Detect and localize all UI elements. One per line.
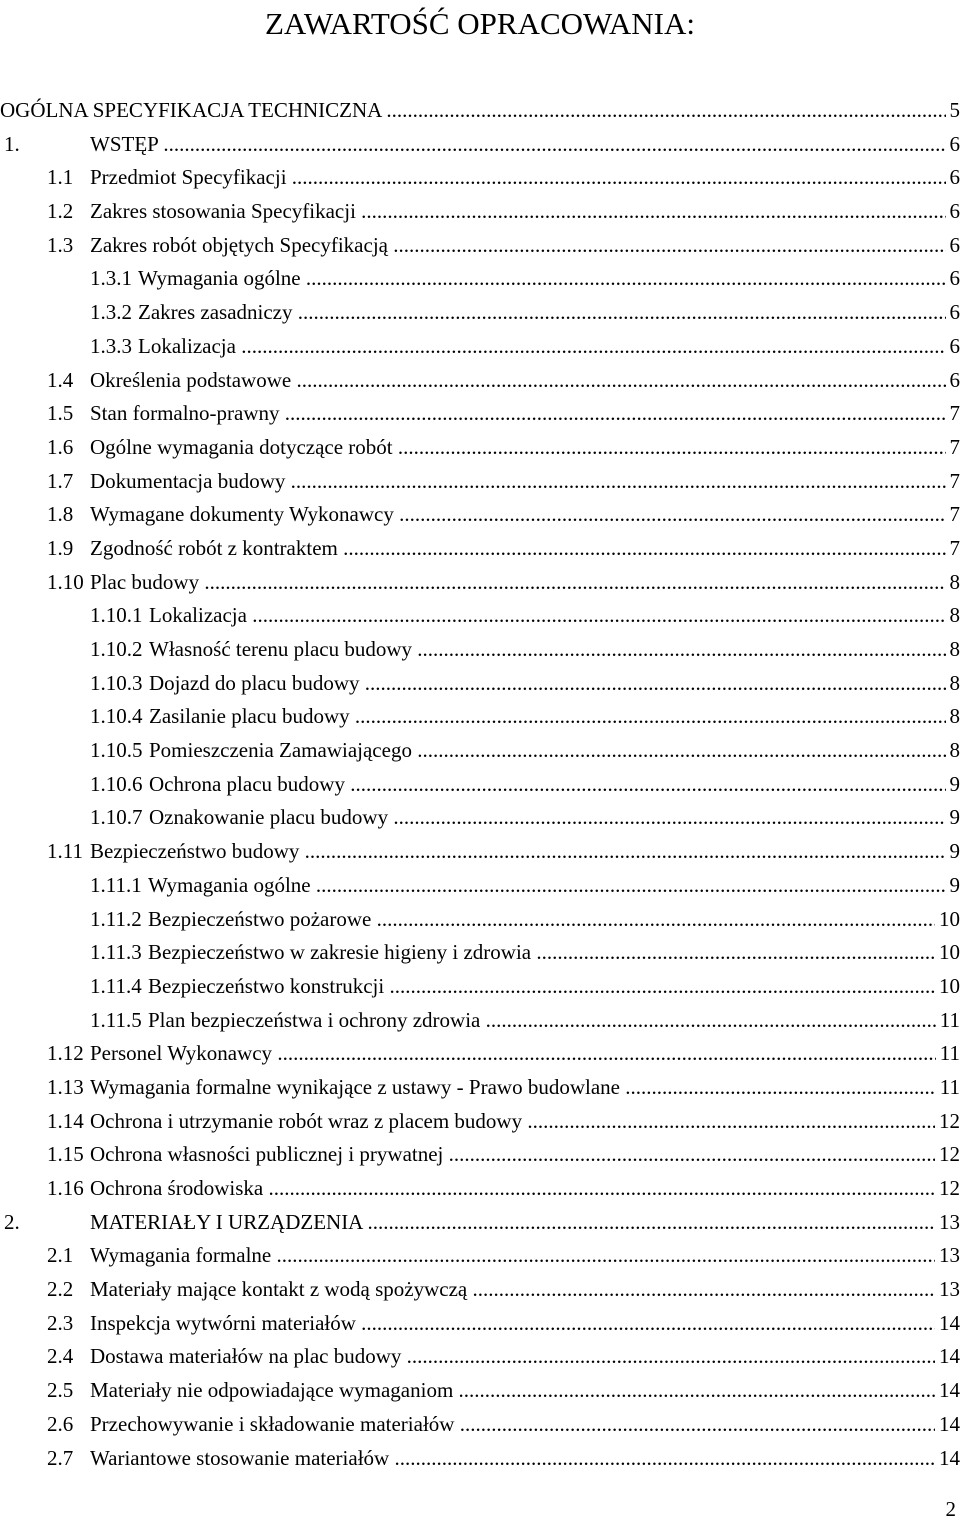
toc-entry-number: 2.2 — [47, 1277, 74, 1302]
toc-entry-number: 1.11.3 — [90, 940, 142, 965]
toc-entry-number: 1.10.3 — [90, 670, 143, 695]
toc-entry-number: 1.10.1 — [90, 603, 143, 628]
toc-entry[interactable] — [0, 1374, 960, 1408]
toc-entry-number: 1.3 — [47, 232, 74, 257]
toc-entry-number: 2.4 — [47, 1344, 74, 1369]
toc-entry[interactable] — [0, 869, 960, 903]
toc-entry-title: Ochrona własności publicznej i prywatnej ..... — [90, 1138, 960, 1172]
toc-entry-page: 9 — [946, 768, 960, 802]
toc-entry-page: 12 — [935, 1138, 960, 1172]
toc-entry-title: Przedmiot Specyfikacji ..... — [90, 161, 960, 195]
toc-entry-title: Materiały nie odpowiadające wymaganiom ..... — [90, 1374, 960, 1408]
toc-entry-title: Określenia podstawowe ..... — [90, 364, 960, 398]
toc-entry-title: Własność terenu placu budowy ..... — [149, 633, 960, 667]
toc-entry-title: Ochrona środowiska ..... — [90, 1172, 960, 1206]
toc-entry-title: Plan bezpieczeństwa i ochrony zdrowia ..... — [148, 1004, 960, 1038]
toc-entry-number: 2.6 — [47, 1411, 74, 1436]
toc-entry-page: 14 — [935, 1374, 960, 1408]
toc-entry-number: 2.3 — [47, 1310, 74, 1335]
toc-entry-title: Inspekcja wytwórni materiałów ..... — [90, 1307, 960, 1341]
toc-entry-number: 1.11.4 — [90, 973, 142, 998]
toc-entry-page: 14 — [935, 1307, 960, 1341]
toc-entry[interactable] — [0, 1239, 960, 1273]
toc-entry-title: Stan formalno-prawny ..... — [90, 397, 960, 431]
toc-entry-page: 7 — [946, 465, 960, 499]
toc-entry[interactable] — [0, 1408, 960, 1442]
toc-entry-page: 7 — [946, 431, 960, 465]
toc-entry-page: 11 — [936, 1004, 960, 1038]
toc-entry-number: 2.1 — [47, 1243, 74, 1268]
toc-entry[interactable] — [0, 1442, 960, 1476]
toc-entry-page: 13 — [935, 1273, 960, 1307]
toc-entry[interactable] — [0, 566, 960, 600]
toc-entry[interactable] — [0, 1340, 960, 1374]
toc-entry[interactable] — [0, 936, 960, 970]
toc-entry-number: 1.10 — [47, 569, 84, 594]
toc-entry[interactable] — [0, 1273, 960, 1307]
toc-entry-page: 10 — [935, 903, 960, 937]
toc-entry-number: 1.11.2 — [90, 906, 142, 931]
toc-entry-title: Przechowywanie i składowanie materiałów ..... — [90, 1408, 960, 1442]
toc-entry-title: Bezpieczeństwo pożarowe ..... — [148, 903, 960, 937]
toc-entry[interactable] — [0, 1138, 960, 1172]
toc-entry-page: 8 — [946, 566, 960, 600]
toc-entry-title: Wymagane dokumenty Wykonawcy ..... — [90, 498, 960, 532]
toc-entry-number: 1.11.5 — [90, 1007, 142, 1032]
toc-entry-title: Wymagania ogólne ..... — [138, 262, 960, 296]
toc-entry-number: 1.15 — [47, 1142, 84, 1167]
toc-entry[interactable] — [0, 465, 960, 499]
toc-entry-title: Zgodność robót z kontraktem ..... — [90, 532, 960, 566]
toc-entry[interactable] — [0, 1307, 960, 1341]
toc-entry-title: Lokalizacja ..... — [149, 599, 960, 633]
toc-entry[interactable] — [0, 1004, 960, 1038]
toc-entry-title: Zakres stosowania Specyfikacji ..... — [90, 195, 960, 229]
toc-entry-page: 12 — [935, 1172, 960, 1206]
toc-entry-page: 6 — [946, 364, 960, 398]
toc-entry-title: Dojazd do placu budowy ..... — [149, 667, 960, 701]
toc-entry-number: 1.11 — [47, 839, 83, 864]
toc-entry-title: Zasilanie placu budowy ..... — [149, 700, 960, 734]
toc-entry-title: Zakres zasadniczy ..... — [138, 296, 960, 330]
toc-entry-title: Wymagania formalne wynikające z ustawy - Prawo budowlane ..... — [90, 1071, 960, 1105]
toc-entry[interactable] — [0, 498, 960, 532]
toc-entry-title: Ochrona i utrzymanie robót wraz z placem budowy ..... — [90, 1105, 960, 1139]
toc-entry-number: 1.13 — [47, 1074, 84, 1099]
toc-entry-number: 1.7 — [47, 468, 74, 493]
toc-entry-number: 2.7 — [47, 1445, 74, 1470]
toc-entry-page: 7 — [946, 498, 960, 532]
toc-entry[interactable] — [0, 1105, 960, 1139]
toc-entry-number: 1.1 — [47, 165, 74, 190]
toc-entry-number: 1.12 — [47, 1041, 84, 1066]
toc-entry-title: Lokalizacja ..... — [138, 330, 960, 364]
toc-entry[interactable] — [0, 1206, 960, 1240]
toc-entry[interactable] — [0, 667, 960, 701]
toc-entry[interactable] — [0, 431, 960, 465]
toc-entry-number: 1.3.2 — [90, 300, 132, 325]
toc-entry[interactable] — [0, 1172, 960, 1206]
toc-entry-page: 14 — [935, 1408, 960, 1442]
toc-entry-title: Ochrona placu budowy ..... — [149, 768, 960, 802]
toc-entry[interactable] — [0, 296, 960, 330]
toc-entry-title: Wymagania ogólne ..... — [148, 869, 960, 903]
toc-entry-page: 8 — [946, 700, 960, 734]
table-of-contents — [0, 94, 960, 1475]
toc-entry-title: Personel Wykonawcy ..... — [90, 1037, 960, 1071]
toc-entry[interactable] — [0, 262, 960, 296]
toc-entry[interactable] — [0, 330, 960, 364]
toc-entry-number: 1.11.1 — [90, 872, 142, 897]
toc-entry-number: 1.10.5 — [90, 738, 143, 763]
toc-entry-page: 6 — [946, 296, 960, 330]
toc-entry-number: 1.6 — [47, 434, 74, 459]
toc-entry-title: Ogólne wymagania dotyczące robót ..... — [90, 431, 960, 465]
toc-entry[interactable] — [0, 1037, 960, 1071]
toc-entry-title: Wymagania formalne ..... — [90, 1239, 960, 1273]
toc-entry-page: 7 — [946, 532, 960, 566]
toc-entry-page: 6 — [946, 161, 960, 195]
toc-entry-page: 6 — [946, 128, 960, 162]
toc-entry-title: OGÓLNA SPECYFIKACJA TECHNICZNA ..... — [0, 94, 960, 128]
toc-entry-title: Bezpieczeństwo konstrukcji ..... — [148, 970, 960, 1004]
toc-entry[interactable] — [0, 633, 960, 667]
toc-entry-title: Zakres robót objętych Specyfikacją ..... — [90, 229, 960, 263]
toc-entry-title: Wariantowe stosowanie materiałów ..... — [90, 1442, 960, 1476]
toc-entry-title: Oznakowanie placu budowy ..... — [149, 801, 960, 835]
toc-entry-page: 11 — [936, 1071, 960, 1105]
toc-entry[interactable] — [0, 128, 960, 162]
toc-entry-page: 7 — [946, 397, 960, 431]
toc-entry-page: 6 — [946, 262, 960, 296]
toc-entry-number: 1.4 — [47, 367, 74, 392]
toc-entry-number: 1. — [4, 131, 20, 156]
toc-entry[interactable] — [0, 195, 960, 229]
toc-entry[interactable] — [0, 229, 960, 263]
toc-entry-page: 8 — [946, 734, 960, 768]
toc-entry-title: Bezpieczeństwo budowy ..... — [90, 835, 960, 869]
toc-entry-number: 2.5 — [47, 1378, 74, 1403]
toc-entry-title: Dostawa materiałów na plac budowy ..... — [90, 1340, 960, 1374]
toc-entry-page: 10 — [935, 970, 960, 1004]
toc-entry[interactable] — [0, 532, 960, 566]
toc-entry-number: 1.10.6 — [90, 771, 143, 796]
toc-entry[interactable] — [0, 734, 960, 768]
toc-entry-number: 1.10.2 — [90, 637, 143, 661]
toc-entry-page: 13 — [935, 1239, 960, 1273]
page-title: ZAWARTOŚĆ OPRACOWANIA: — [265, 6, 695, 41]
toc-entry-page: 8 — [946, 633, 960, 667]
toc-entry-number: 1.10.7 — [90, 805, 143, 830]
toc-entry[interactable] — [0, 970, 960, 1004]
toc-entry-page: 6 — [946, 195, 960, 229]
toc-entry-number: 1.3.1 — [90, 266, 132, 291]
toc-entry-page: 9 — [946, 801, 960, 835]
toc-entry[interactable] — [0, 397, 960, 431]
toc-entry-title: Dokumentacja budowy ..... — [90, 465, 960, 499]
toc-entry-page: 6 — [946, 229, 960, 263]
toc-entry-number: 1.5 — [47, 401, 74, 426]
toc-entry-number: 1.9 — [47, 535, 74, 560]
toc-entry-title: Pomieszczenia Zamawiającego ..... — [149, 734, 960, 768]
toc-entry-page: 9 — [946, 869, 960, 903]
toc-entry-number: 1.10.4 — [90, 704, 143, 729]
toc-entry[interactable] — [0, 94, 960, 128]
page-number: 2 — [945, 1497, 956, 1521]
toc-entry-page: 11 — [936, 1037, 960, 1071]
toc-entry-page: 12 — [935, 1105, 960, 1139]
toc-entry[interactable] — [0, 903, 960, 937]
toc-entry-title: MATERIAŁY I URZĄDZENIA ..... — [90, 1206, 960, 1240]
toc-entry-number: 1.2 — [47, 199, 74, 224]
toc-entry-title: Materiały mające kontakt z wodą spożywczą ..... — [90, 1273, 960, 1307]
toc-entry-number: 1.3.3 — [90, 333, 132, 358]
toc-entry-page: 6 — [946, 330, 960, 364]
toc-entry[interactable] — [0, 801, 960, 835]
toc-entry-page: 9 — [946, 835, 960, 869]
toc-entry-page: 5 — [946, 94, 960, 128]
toc-entry-page: 13 — [935, 1206, 960, 1240]
toc-entry[interactable] — [0, 364, 960, 398]
toc-entry-number: 1.14 — [47, 1108, 84, 1133]
toc-entry[interactable] — [0, 768, 960, 802]
toc-entry-title: WSTĘP ..... — [90, 128, 960, 162]
toc-entry-title: Bezpieczeństwo w zakresie higieny i zdrowia ..... — [148, 936, 960, 970]
toc-entry[interactable] — [0, 835, 960, 869]
toc-entry-number: 1.8 — [47, 502, 74, 527]
toc-entry[interactable] — [0, 161, 960, 195]
toc-entry-page: 14 — [935, 1442, 960, 1476]
toc-entry-number: 1.16 — [47, 1176, 84, 1200]
toc-entry-page: 10 — [935, 936, 960, 970]
toc-entry[interactable] — [0, 700, 960, 734]
toc-entry-page: 8 — [946, 599, 960, 633]
toc-entry[interactable] — [0, 1071, 960, 1105]
toc-entry-page: 14 — [935, 1340, 960, 1374]
toc-entry-number: 2. — [4, 1209, 20, 1234]
toc-entry[interactable] — [0, 599, 960, 633]
toc-entry-title: Plac budowy ..... — [90, 566, 960, 600]
toc-entry-page: 8 — [946, 667, 960, 701]
